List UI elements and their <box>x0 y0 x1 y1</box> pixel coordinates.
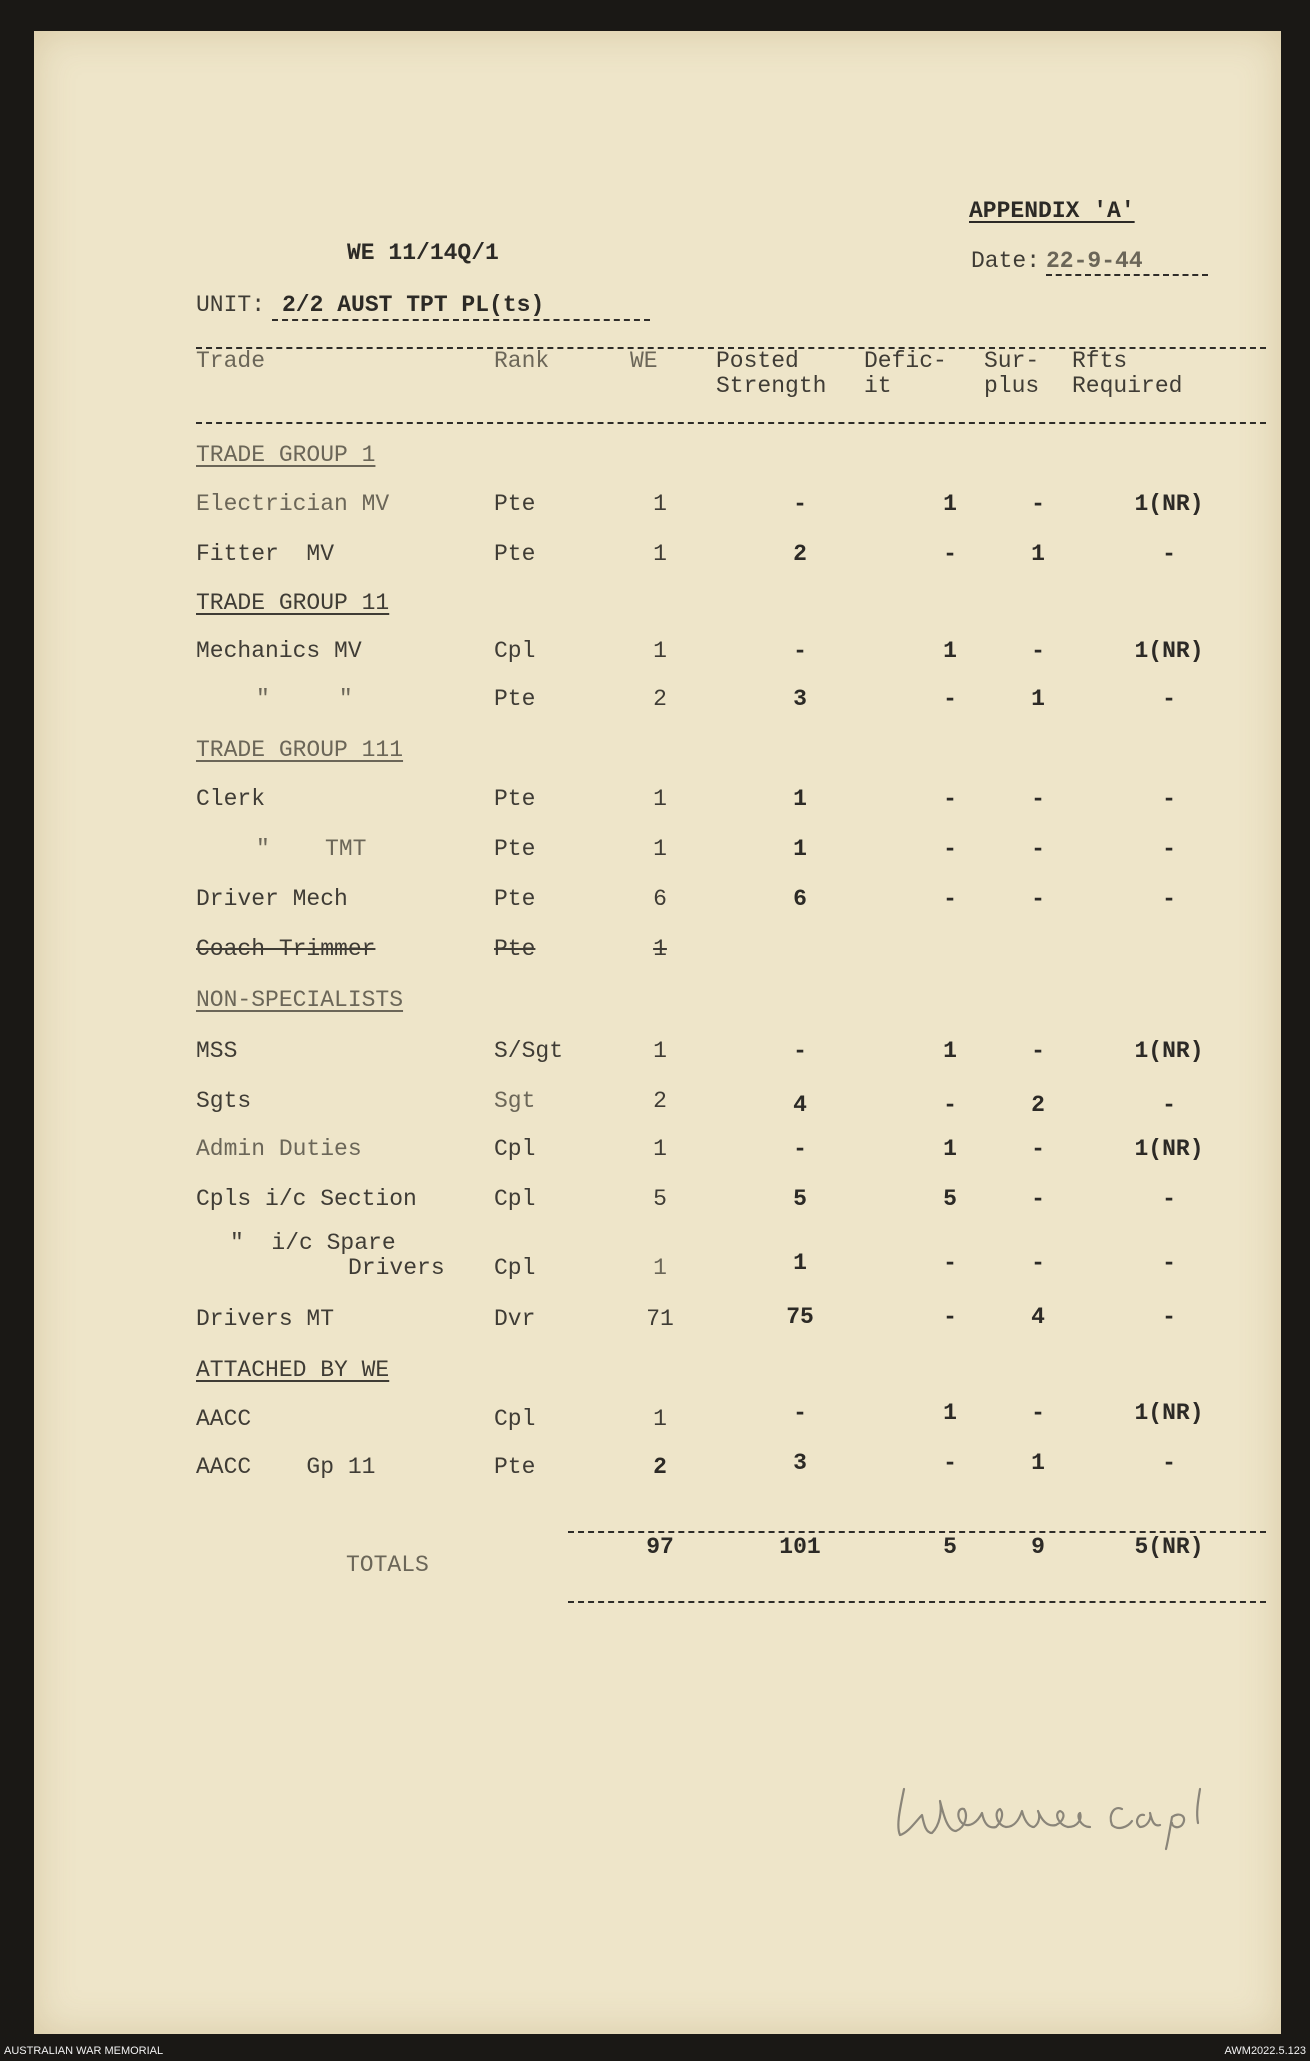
row-posted: 1 <box>793 786 807 812</box>
row-surplus: - <box>1031 1250 1045 1276</box>
row-rfts: 1(NR) <box>1134 1136 1204 1162</box>
row-we: 1 <box>653 1136 667 1162</box>
row-rank: Pte <box>494 886 536 912</box>
row-posted: 2 <box>793 541 807 567</box>
row-trade: AACC <box>196 1406 252 1432</box>
date-label: Date: <box>971 248 1041 274</box>
col-rank: Rank <box>494 348 550 374</box>
unit-label: UNIT: <box>196 292 266 318</box>
row-deficit: - <box>943 836 957 862</box>
row-surplus: - <box>1031 1136 1045 1162</box>
row-deficit: - <box>943 1092 957 1118</box>
row-trade: Admin Duties <box>196 1136 362 1162</box>
group-heading: TRADE GROUP 111 <box>196 737 404 763</box>
group-heading: ATTACHED BY WE <box>196 1357 390 1383</box>
row-trade: MSS <box>196 1038 238 1064</box>
row-posted: - <box>793 1400 807 1426</box>
totals-top-rule <box>568 1531 1266 1533</box>
row-rank: Pte <box>494 836 536 862</box>
row-trade: AACC Gp 11 <box>196 1454 376 1480</box>
row-surplus: - <box>1031 836 1045 862</box>
row-rfts: - <box>1162 836 1176 862</box>
row-rank: Cpl <box>494 1406 536 1432</box>
row-posted: 1 <box>793 836 807 862</box>
row-we: 1 <box>653 1406 667 1432</box>
row-we: 2 <box>653 1454 667 1480</box>
row-surplus: 2 <box>1031 1092 1045 1118</box>
col-deficit-2: it <box>864 373 892 399</box>
row-we: 1 <box>653 1038 667 1064</box>
row-deficit: 5 <box>943 1186 957 1212</box>
row-we: 1 <box>653 1255 667 1281</box>
row-trade: Sgts <box>196 1088 252 1114</box>
row-trade: Cpls i/c Section <box>196 1186 417 1212</box>
row-trade: " TMT <box>256 836 367 862</box>
row-trade: Electrician MV <box>196 491 390 517</box>
row-deficit: - <box>943 786 957 812</box>
document-page <box>34 31 1281 2034</box>
row-deficit: - <box>943 886 957 912</box>
row-trade: Drivers MT <box>196 1306 335 1332</box>
row-deficit: 1 <box>943 1400 957 1426</box>
row-rank: Pte <box>494 491 536 517</box>
row-deficit: 1 <box>943 1038 957 1064</box>
row-posted: 3 <box>793 686 807 712</box>
row-rfts: 1(NR) <box>1134 1038 1204 1064</box>
row-rfts: - <box>1162 886 1176 912</box>
row-rfts: 1(NR) <box>1134 491 1204 517</box>
row-we: 5 <box>653 1186 667 1212</box>
row-surplus: - <box>1031 786 1045 812</box>
group-heading: NON-SPECIALISTS <box>196 987 404 1013</box>
col-surplus-1: Sur- <box>984 348 1040 374</box>
header-bottom-rule <box>196 422 1266 424</box>
row-surplus: - <box>1031 638 1045 664</box>
row-surplus: 1 <box>1031 686 1045 712</box>
row-deficit: 1 <box>943 491 957 517</box>
row-rank: Sgt <box>494 1088 536 1114</box>
unit-underline <box>272 319 650 321</box>
row-rank: Pte <box>494 541 536 567</box>
row-posted: 3 <box>793 1450 807 1476</box>
date-value: 22-9-44 <box>1046 248 1143 274</box>
row-rfts: - <box>1162 1092 1176 1118</box>
row-rank: Pte <box>494 686 536 712</box>
row-rank: S/Sgt <box>494 1038 564 1064</box>
row-posted: - <box>793 1038 807 1064</box>
row-we: 1 <box>653 936 667 962</box>
appendix-title: APPENDIX 'A' <box>969 198 1135 224</box>
row-surplus: 4 <box>1031 1304 1045 1330</box>
row-rank: Cpl <box>494 1136 536 1162</box>
row-we: 1 <box>653 491 667 517</box>
row-rfts: - <box>1162 1186 1176 1212</box>
row-rfts: 1(NR) <box>1134 638 1204 664</box>
row-rfts: - <box>1162 686 1176 712</box>
row-posted: 5 <box>793 1186 807 1212</box>
row-deficit: - <box>943 1304 957 1330</box>
row-surplus: - <box>1031 1400 1045 1426</box>
group-heading: TRADE GROUP 11 <box>196 590 390 616</box>
row-trade: Clerk <box>196 786 266 812</box>
totals-label: TOTALS <box>346 1552 429 1578</box>
row-rank: Dvr <box>494 1306 536 1332</box>
row-trade: Coach Trimmer <box>196 936 376 962</box>
row-rank: Pte <box>494 786 536 812</box>
col-we: WE <box>630 348 658 374</box>
row-rank: Cpl <box>494 1255 536 1281</box>
row-rank: Pte <box>494 1454 536 1480</box>
col-rfts-2: Required <box>1072 373 1183 399</box>
row-posted: 4 <box>793 1092 807 1118</box>
row-posted: - <box>793 491 807 517</box>
row-we: 1 <box>653 786 667 812</box>
row-surplus: - <box>1031 491 1045 517</box>
col-posted-1: Posted <box>716 348 799 374</box>
date-underline <box>1046 274 1208 276</box>
totals-surplus: 9 <box>1031 1534 1045 1560</box>
row-rfts: - <box>1162 1304 1176 1330</box>
footer-left: AUSTRALIAN WAR MEMORIAL <box>4 2045 164 2057</box>
row-posted: 75 <box>786 1304 814 1330</box>
row-posted: 1 <box>793 1250 807 1276</box>
totals-bottom-rule <box>568 1601 1266 1603</box>
group-heading: TRADE GROUP 1 <box>196 442 376 468</box>
row-we: 1 <box>653 638 667 664</box>
col-rfts-1: Rfts <box>1072 348 1128 374</box>
row-we: 1 <box>653 836 667 862</box>
row-trade: Driver Mech <box>196 886 348 912</box>
totals-rfts: 5(NR) <box>1134 1534 1204 1560</box>
row-we: 1 <box>653 541 667 567</box>
row-rfts: - <box>1162 786 1176 812</box>
row-rank: Cpl <box>494 1186 536 1212</box>
row-surplus: - <box>1031 1186 1045 1212</box>
row-deficit: - <box>943 686 957 712</box>
col-posted-2: Strength <box>716 373 827 399</box>
reference-number: WE 11/14Q/1 <box>347 240 499 266</box>
row-rfts: - <box>1162 1450 1176 1476</box>
row-surplus: - <box>1031 1038 1045 1064</box>
row-rfts: 1(NR) <box>1134 1400 1204 1426</box>
row-trade: " i/c Spare <box>230 1230 396 1256</box>
col-surplus-2: plus <box>984 373 1040 399</box>
row-rank: Cpl <box>494 638 536 664</box>
row-deficit: - <box>943 1250 957 1276</box>
row-deficit: 1 <box>943 1136 957 1162</box>
totals-deficit: 5 <box>943 1534 957 1560</box>
row-posted: 6 <box>793 886 807 912</box>
row-deficit: - <box>943 541 957 567</box>
row-posted: - <box>793 1136 807 1162</box>
row-rfts: - <box>1162 1250 1176 1276</box>
row-deficit: 1 <box>943 638 957 664</box>
handwritten-signature <box>882 1771 1282 1851</box>
row-surplus: - <box>1031 886 1045 912</box>
row-trade: Fitter MV <box>196 541 335 567</box>
totals-we: 97 <box>646 1534 674 1560</box>
row-posted: - <box>793 638 807 664</box>
row-we: 6 <box>653 886 667 912</box>
col-trade: Trade <box>196 348 266 374</box>
footer-right: AWM2022.5.123 <box>1224 2045 1306 2057</box>
row-surplus: 1 <box>1031 541 1045 567</box>
row-rank: Pte <box>494 936 536 962</box>
row-trade-continued: Drivers <box>348 1255 445 1281</box>
row-rfts: - <box>1162 541 1176 567</box>
row-we: 2 <box>653 1088 667 1114</box>
row-deficit: - <box>943 1450 957 1476</box>
col-deficit-1: Defic- <box>864 348 947 374</box>
row-trade: " " <box>256 686 353 712</box>
row-surplus: 1 <box>1031 1450 1045 1476</box>
totals-posted: 101 <box>779 1534 821 1560</box>
row-we: 71 <box>646 1306 674 1332</box>
unit-value: 2/2 AUST TPT PL(ts) <box>282 292 545 318</box>
row-we: 2 <box>653 686 667 712</box>
row-trade: Mechanics MV <box>196 638 362 664</box>
